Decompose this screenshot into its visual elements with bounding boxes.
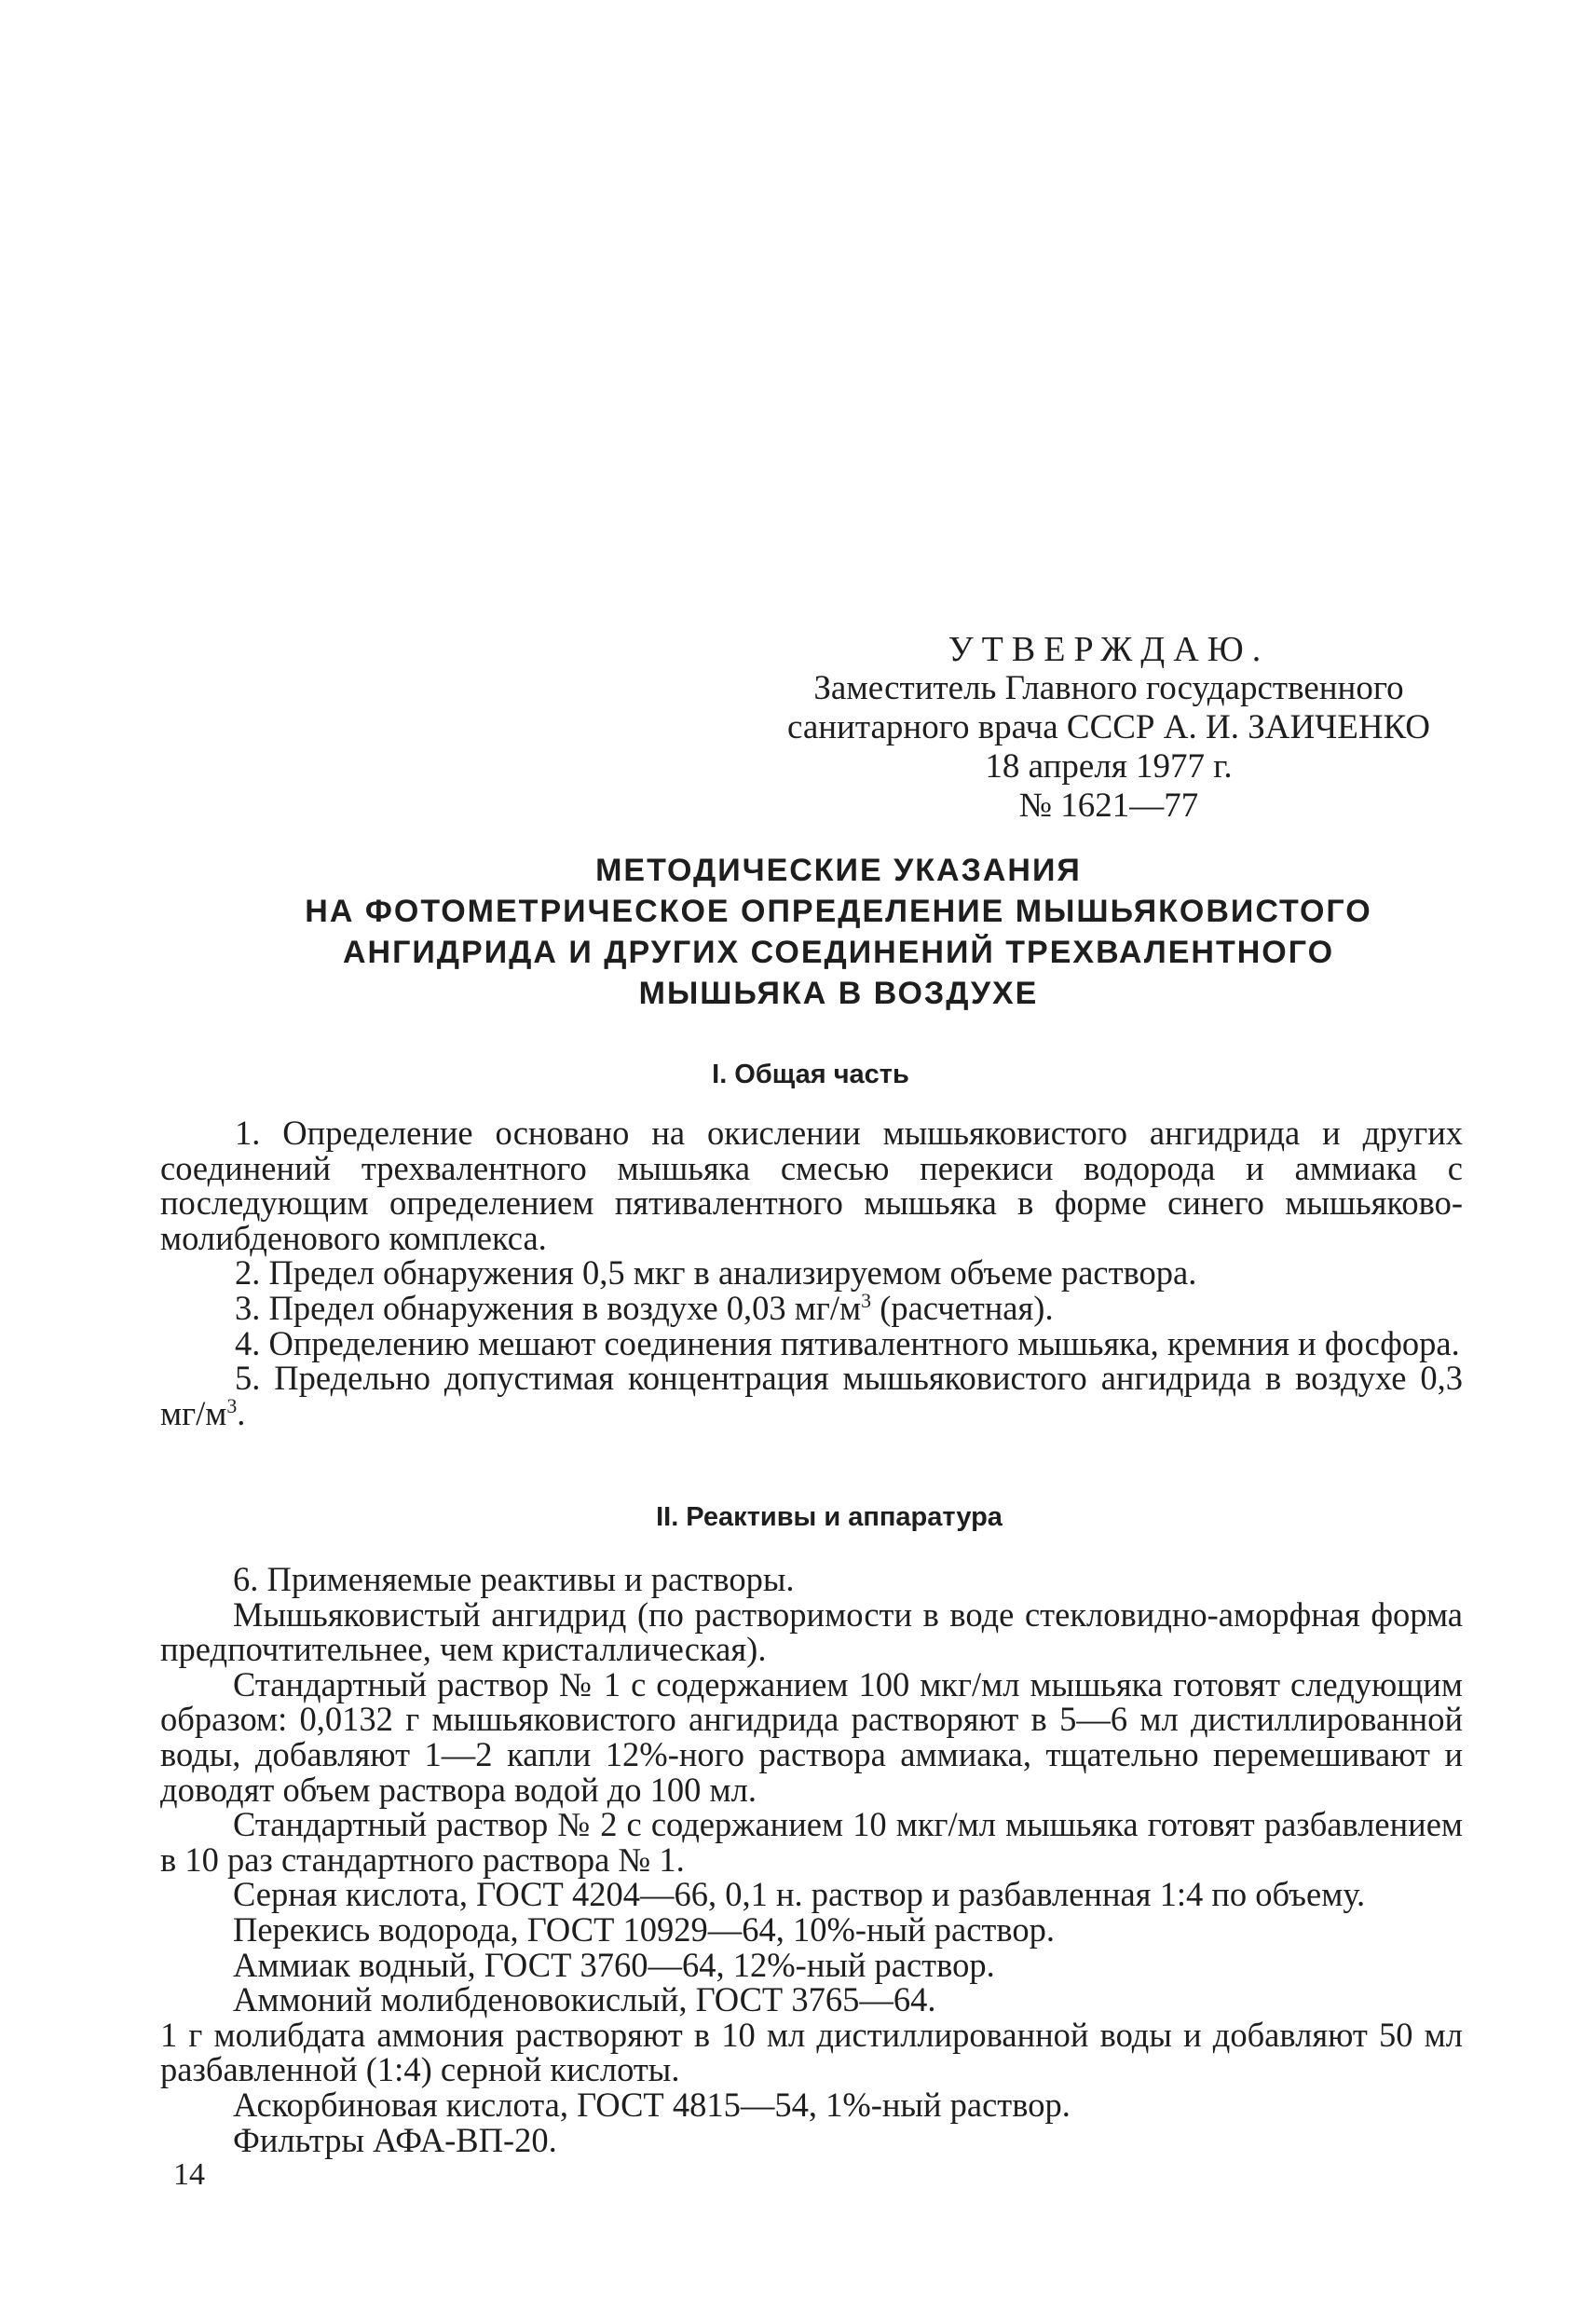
superscript-3: 3 bbox=[226, 1393, 238, 1417]
title-line-4: МЫШЬЯКА В ВОЗДУХЕ bbox=[638, 976, 1039, 1011]
paragraph-7: Мышьяковистый ангидрид (по растворимости в воде стекловидно-аморфная форма предпочтительнее, чем кристаллическая). bbox=[160, 1594, 1463, 1669]
title-line-3: АНГИДРИДА И ДРУГИХ СОЕДИНЕНИЙ ТРЕХВАЛЕНТНОГО bbox=[342, 935, 1335, 970]
approval-block bbox=[727, 630, 1491, 826]
paragraph-8: Стандартный раствор № 1 с содержанием 100 мкг/мл мышьяка готовят следующим образом: 0,0132 г мышьяковистого ангидрида растворяют в 5—6 мл дистиллированной воды, добавляют 1—2 капли 12%-ного раствора аммиака, тщательно перемешивают и доводят объем раствора водой до 100 мл. bbox=[160, 1664, 1463, 1809]
paragraph-9: Стандартный раствор № 2 с содержанием 10 мкг/мл мышьяка готовят разбавлением в 10 раз стандартного раствора № 1. bbox=[160, 1805, 1463, 1879]
approval-position: Заместитель Главного государственного bbox=[813, 669, 1404, 707]
superscript-3: 3 bbox=[861, 1288, 872, 1312]
paragraph-14: 1 г молибдата аммония растворяют в 10 мл дистиллированной воды и добавляют 50 мл разбавленной (1:4) серной кислоты. bbox=[160, 2015, 1463, 2089]
paragraph-1: 1. Определение основано на окислении мышьяковистого ангидрида и других соединений трехвалентного мышьяка смесью перекиси водорода и аммиака с последующим определением пятивалентного мышьяка в форме синего мышьяково-молибденового комплекса. bbox=[160, 1114, 1463, 1257]
paragraph-16: Фильтры АФА-ВП-20. bbox=[233, 2120, 557, 2159]
paragraph-2: 2. Предел обнаружения 0,5 мкг в анализируемом объеме раствора. bbox=[235, 1253, 1197, 1293]
section-1-heading: I. Общая часть bbox=[712, 1060, 909, 1089]
title-line-2: НА ФОТОМЕТРИЧЕСКОЕ ОПРЕДЕЛЕНИЕ МЫШЬЯКОВИСТОГО bbox=[305, 894, 1372, 929]
page-number: 14 bbox=[173, 2157, 205, 2192]
paragraph-5 bbox=[160, 1361, 1463, 1430]
paragraph-3-text: 3. Предел обнаружения в воздухе 0,03 мг/м bbox=[235, 1288, 862, 1327]
document-title bbox=[186, 850, 1491, 1014]
paragraph-5-text: 5. Предельно допустимая концентрация мышьяковистого ангидрида в воздухе 0,3 мг/м bbox=[160, 1359, 1463, 1432]
approval-word: УТВЕРЖДАЮ. bbox=[948, 630, 1270, 669]
paragraph-10: Серная кислота, ГОСТ 4204—66, 0,1 н. раствор и разбавленная 1:4 по объему. bbox=[233, 1875, 1366, 1914]
paragraph-6: 6. Применяемые реактивы и растворы. bbox=[233, 1560, 795, 1598]
paragraph-5-tail: . bbox=[237, 1393, 246, 1432]
approval-signatory: санитарного врача СССР А. И. ЗАИЧЕНКО bbox=[786, 708, 1431, 746]
paragraph-3-tail: (расчетная). bbox=[871, 1288, 1054, 1327]
section-2-heading: II. Реактивы и аппаратура bbox=[656, 1502, 1003, 1532]
section-1-body bbox=[160, 1115, 1463, 1430]
paragraph-11: Перекись водорода, ГОСТ 10929—64, 10%-ный раствор. bbox=[233, 1909, 1055, 1949]
paragraph-3 bbox=[160, 1288, 1463, 1327]
paragraph-12: Аммиак водный, ГОСТ 3760—64, 12%-ный раствор. bbox=[233, 1945, 995, 1984]
approval-date: 18 апреля 1977 г. bbox=[985, 747, 1233, 786]
approval-number: № 1621—77 bbox=[1018, 787, 1199, 825]
section-2-body bbox=[160, 1562, 1463, 2157]
title-line-1: МЕТОДИЧЕСКИЕ УКАЗАНИЯ bbox=[595, 853, 1082, 888]
paragraph-4: 4. Определению мешают соединения пятивалентного мышьяка, кремния и фосфора. bbox=[235, 1323, 1460, 1362]
paragraph-15: Аскорбиновая кислота, ГОСТ 4815—54, 1%-ный раствор. bbox=[233, 2085, 1071, 2124]
paragraph-13: Аммоний молибденовокислый, ГОСТ 3765—64. bbox=[233, 1980, 936, 2019]
